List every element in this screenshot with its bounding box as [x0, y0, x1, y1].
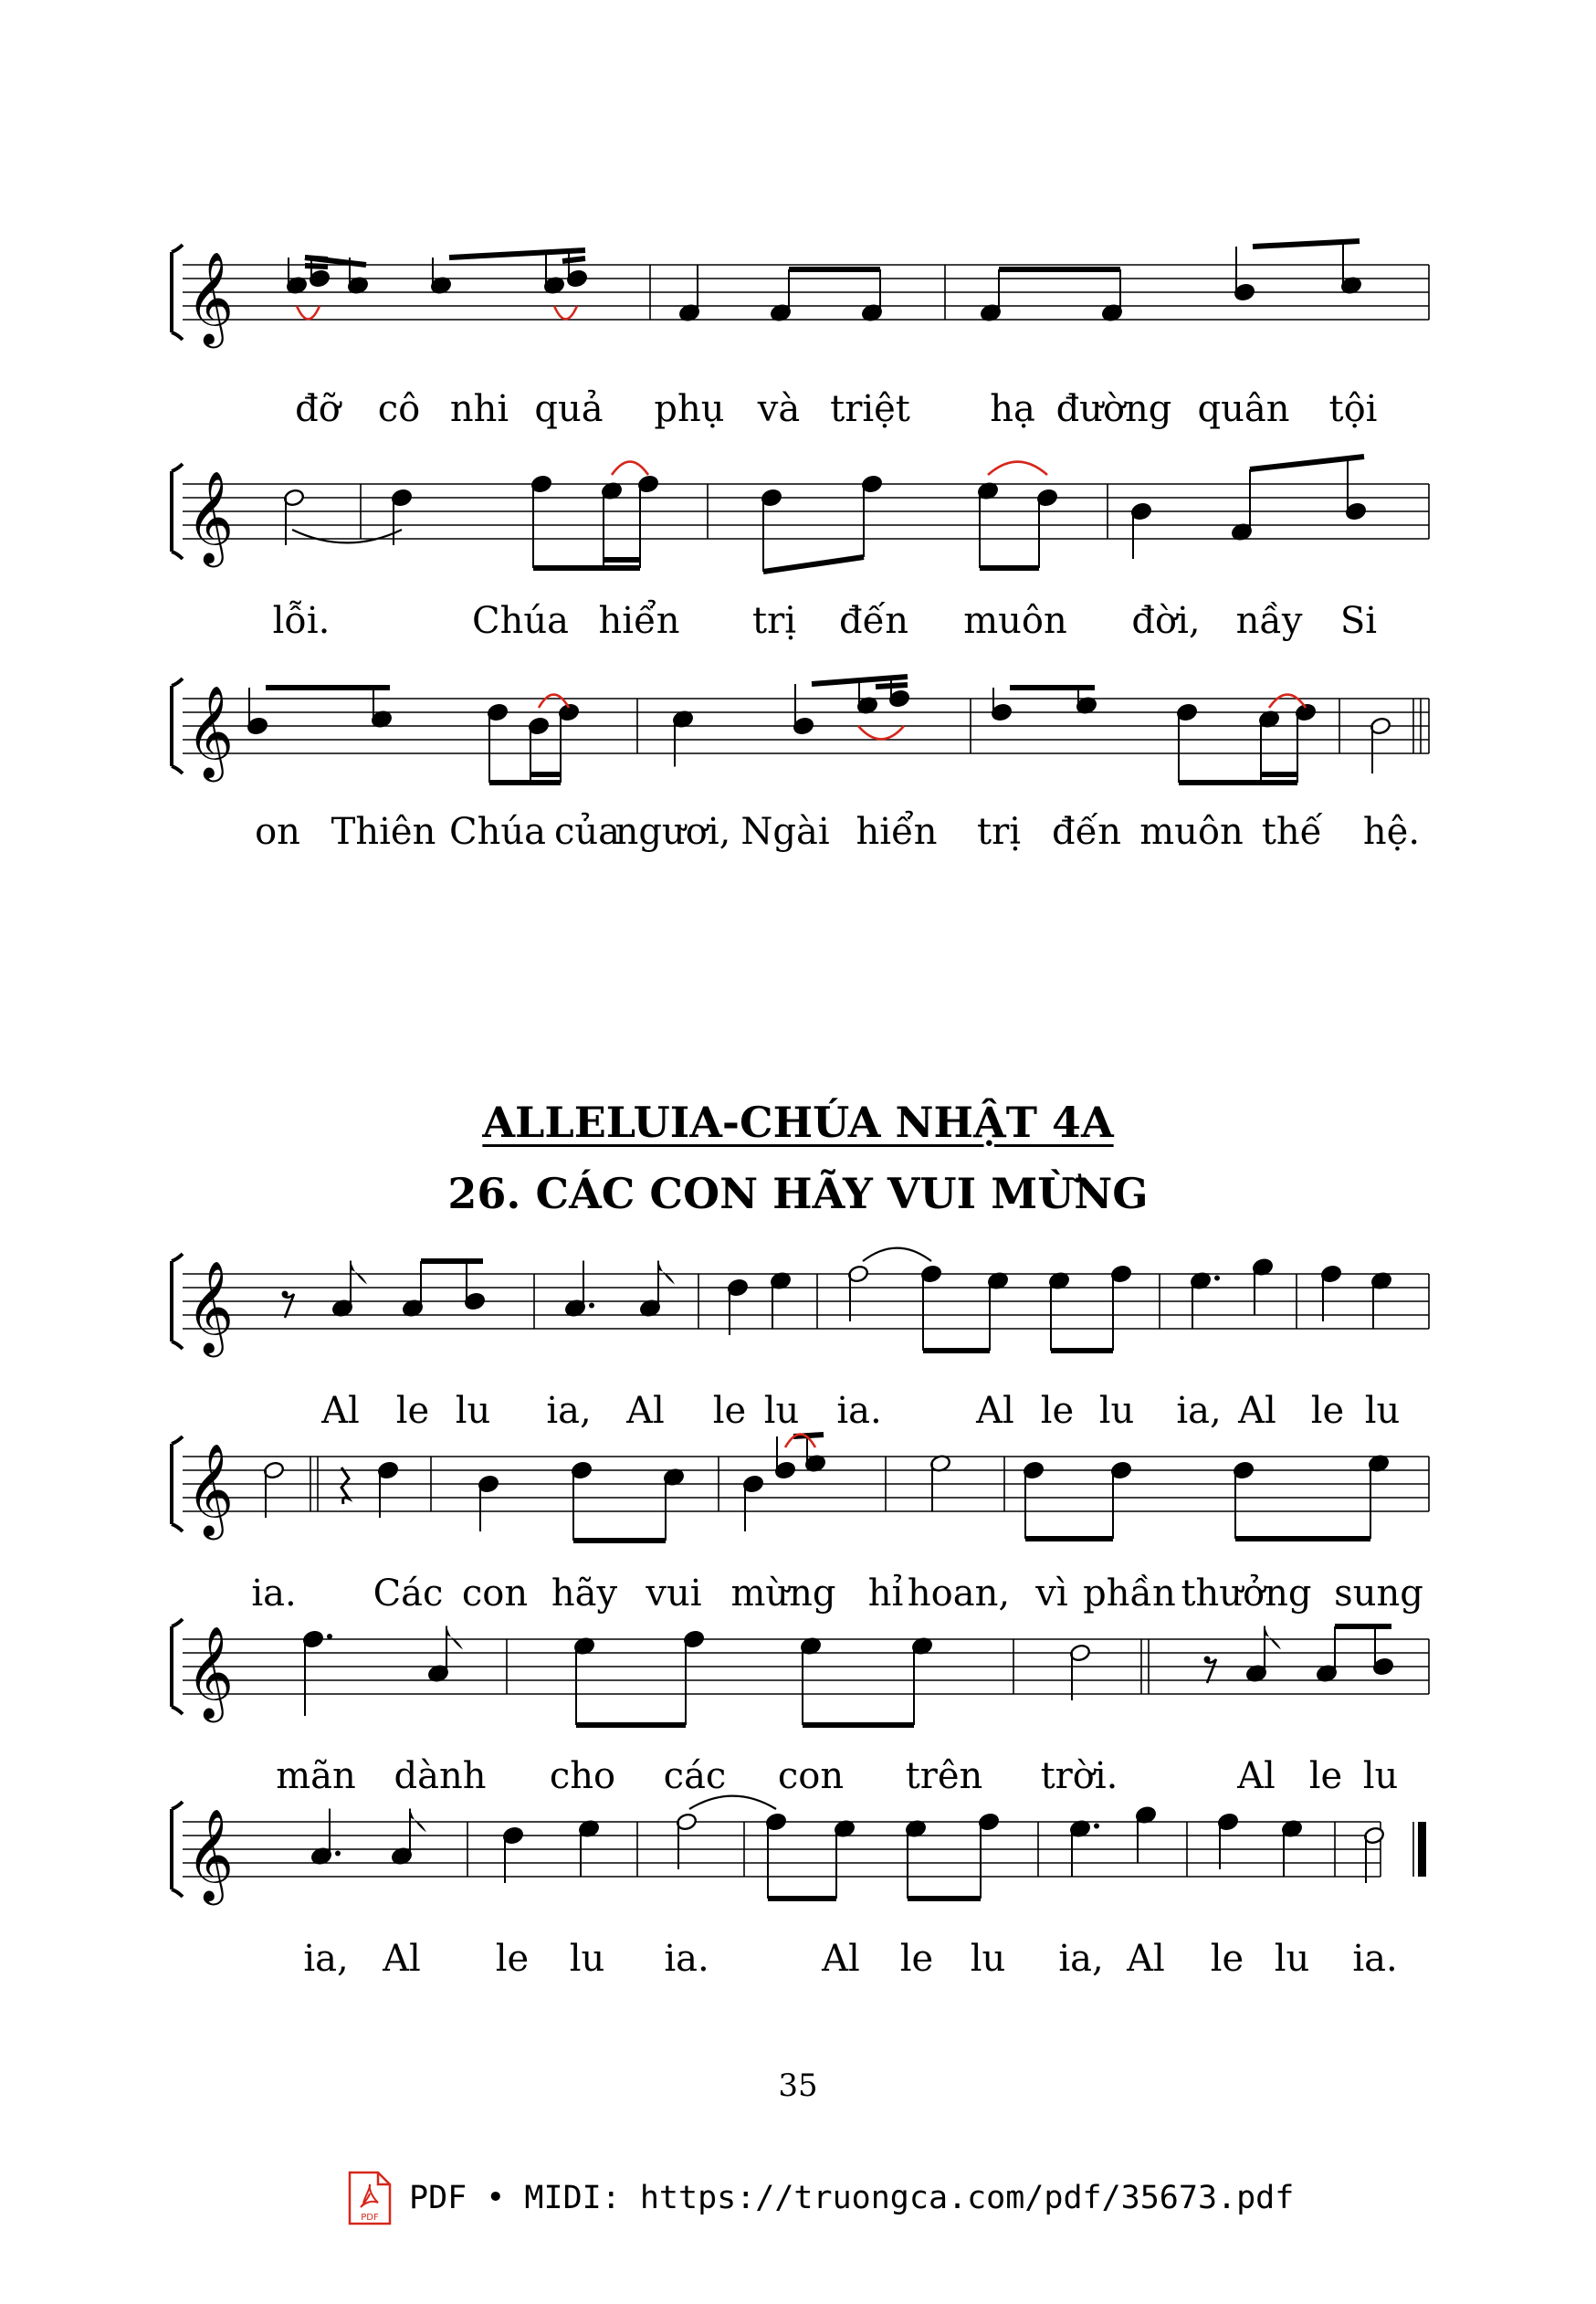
- system-bracket: [172, 245, 183, 340]
- lyric-syllable: quân: [1197, 388, 1290, 430]
- lyric-syllable: cho: [549, 1755, 616, 1797]
- lyric-syllable: lỗi.: [272, 600, 331, 642]
- lyric-syllable: lu: [569, 1938, 605, 1980]
- slur: [612, 462, 648, 475]
- eighth-rest: [1205, 1659, 1216, 1683]
- augmentation-dot: [335, 1851, 341, 1857]
- lyric-syllable: quả: [534, 388, 604, 430]
- lyric-syllable: lu: [763, 1390, 800, 1432]
- lyric-syllable: đời,: [1131, 600, 1201, 642]
- lyric-syllable: Chúa: [449, 811, 546, 853]
- note-flag: [446, 1626, 463, 1650]
- note-beam: [876, 685, 908, 687]
- slur: [292, 530, 402, 542]
- system-bracket: [172, 1802, 183, 1897]
- lyric-syllable: vì: [1035, 1573, 1068, 1615]
- lyric-syllable: Các: [373, 1573, 444, 1615]
- lyric-syllable: muôn: [1139, 811, 1244, 853]
- note-flag: [351, 1261, 367, 1285]
- lyrics-line-3: [0, 811, 1596, 866]
- lyric-syllable: hệ.: [1362, 811, 1421, 853]
- lyric-syllable: Al: [321, 1390, 360, 1432]
- system-bracket: [172, 1619, 183, 1714]
- lyric-syllable: hiển: [598, 600, 680, 642]
- song-heading-line2: 26. CÁC CON HÃY VUI MỪNG: [447, 1169, 1149, 1218]
- lyric-syllable: ia,: [546, 1390, 592, 1432]
- lyric-syllable: Ngài: [740, 811, 830, 853]
- lyric-syllable: trời.: [1040, 1755, 1118, 1797]
- lyrics-line-2: [0, 600, 1596, 655]
- lyric-syllable: lu: [1274, 1938, 1310, 1980]
- lyric-syllable: cô: [377, 388, 421, 430]
- page-number: 35: [778, 2067, 818, 2104]
- treble-clef-icon: 𝄞: [186, 1259, 235, 1353]
- lyric-syllable: nhi: [449, 388, 509, 430]
- augmentation-dot: [327, 1634, 332, 1639]
- treble-clef-icon: 𝄞: [186, 1442, 235, 1536]
- lyric-syllable: nầy: [1235, 600, 1303, 642]
- lyric-syllable: le: [495, 1938, 530, 1980]
- lyric-syllable: Al: [1237, 1755, 1276, 1797]
- staff-6: [0, 1603, 1596, 1767]
- lyric-syllable: ia.: [1352, 1938, 1398, 1980]
- final-barline: [1418, 1822, 1426, 1877]
- lyric-syllable: lu: [970, 1938, 1006, 1980]
- lyric-syllable: trị: [977, 811, 1021, 853]
- lyric-syllable: tội: [1328, 388, 1378, 430]
- lyric-syllable: muôn: [963, 600, 1067, 642]
- lyric-syllable: le: [712, 1390, 747, 1432]
- lyric-syllable: vui: [646, 1573, 702, 1615]
- lyric-syllable: Al: [976, 1390, 1014, 1432]
- lyric-syllable: Al: [383, 1938, 421, 1980]
- lyric-syllable: le: [1210, 1938, 1244, 1980]
- system-bracket: [172, 679, 183, 773]
- lyric-syllable: le: [395, 1390, 430, 1432]
- note-beam: [812, 677, 908, 684]
- note-beam: [562, 258, 585, 261]
- note-flag: [1265, 1626, 1281, 1650]
- note-beam: [305, 266, 328, 267]
- lyric-syllable: Al: [1127, 1938, 1165, 1980]
- note-beam: [449, 250, 585, 258]
- slur: [554, 306, 577, 319]
- slur: [988, 462, 1047, 475]
- eighth-rest: [1204, 1657, 1211, 1663]
- system-bracket: [172, 1436, 183, 1531]
- quarter-rest: [341, 1468, 349, 1504]
- system-bracket: [172, 464, 183, 559]
- lyric-syllable: đỡ: [295, 388, 341, 430]
- lyric-syllable: thưởng: [1181, 1573, 1312, 1615]
- lyric-syllable: và: [757, 388, 801, 430]
- lyric-syllable: phần: [1083, 1573, 1176, 1615]
- lyric-syllable: ia,: [1058, 1938, 1104, 1980]
- slur: [297, 306, 320, 319]
- lyric-syllable: lu: [1362, 1755, 1399, 1797]
- lyric-syllable: con: [461, 1573, 529, 1615]
- lyric-syllable: Al: [822, 1938, 860, 1980]
- slur: [689, 1796, 776, 1809]
- music-system-6: [0, 1603, 1596, 1797]
- augmentation-dot: [589, 1303, 594, 1309]
- lyric-syllable: của: [553, 811, 621, 853]
- lyric-syllable: le: [1040, 1390, 1075, 1432]
- lyric-syllable: hạ: [990, 388, 1035, 430]
- lyric-syllable: le: [1310, 1390, 1345, 1432]
- lyric-syllable: con: [777, 1755, 845, 1797]
- lyric-syllable: Al: [1238, 1390, 1276, 1432]
- lyric-syllable: hoan,: [907, 1573, 1011, 1615]
- lyric-syllable: triệt: [830, 388, 910, 430]
- music-system-1: [0, 228, 1596, 430]
- lyric-syllable: Si: [1339, 600, 1378, 642]
- slur: [858, 726, 904, 739]
- lyric-syllable: Thiên: [331, 811, 436, 853]
- slur: [1269, 695, 1306, 708]
- lyric-syllable: sung: [1334, 1573, 1423, 1615]
- treble-clef-icon: 𝄞: [186, 469, 235, 563]
- lyric-syllable: các: [663, 1755, 727, 1797]
- lyric-syllable: thế: [1261, 811, 1323, 853]
- note-beam: [305, 258, 328, 259]
- lyric-syllable: le: [1308, 1755, 1343, 1797]
- lyrics-line-1: [0, 388, 1596, 443]
- staff-1: [0, 228, 1596, 411]
- slur: [863, 1248, 931, 1261]
- treble-clef-icon: 𝄞: [186, 1625, 235, 1719]
- staff-5: [0, 1420, 1596, 1584]
- lyric-syllable: phụ: [654, 388, 725, 430]
- lyric-syllable: dành: [394, 1755, 487, 1797]
- lyric-syllable: Chúa: [472, 600, 569, 642]
- lyric-syllable: lu: [455, 1390, 491, 1432]
- lyric-syllable: mãn: [276, 1755, 356, 1797]
- treble-clef-icon: 𝄞: [186, 684, 235, 778]
- lyric-syllable: lu: [1098, 1390, 1135, 1432]
- augmentation-dot: [1214, 1276, 1220, 1281]
- music-system-5: [0, 1420, 1596, 1615]
- lyric-syllable: ia,: [1176, 1390, 1222, 1432]
- system-bracket: [172, 1254, 183, 1349]
- lyrics-line-7: [0, 1938, 1596, 1993]
- lyric-syllable: ia,: [303, 1938, 349, 1980]
- lyric-syllable: hỉ: [867, 1573, 904, 1615]
- lyric-syllable: ia.: [251, 1573, 297, 1615]
- eighth-rest: [283, 1294, 294, 1318]
- augmentation-dot: [1094, 1824, 1099, 1829]
- music-system-3: [0, 662, 1596, 853]
- pdf-file-icon: [347, 2170, 393, 2226]
- lyric-syllable: ngươi,: [614, 811, 731, 853]
- lyric-syllable: Al: [626, 1390, 665, 1432]
- lyric-syllable: mừng: [730, 1573, 836, 1615]
- lyric-syllable: ia.: [836, 1390, 882, 1432]
- lyric-syllable: đến: [839, 600, 908, 642]
- svg-text:PDF: PDF: [361, 2213, 379, 2223]
- lyric-syllable: hiển: [856, 811, 938, 853]
- music-system-4: [0, 1237, 1596, 1432]
- eighth-rest: [282, 1291, 289, 1298]
- lyric-syllable: hãy: [551, 1573, 618, 1615]
- lyric-syllable: đường: [1055, 388, 1172, 430]
- lyric-syllable: le: [899, 1938, 934, 1980]
- music-system-7: [0, 1785, 1596, 1980]
- music-system-2: [0, 447, 1596, 642]
- note-flag: [658, 1261, 675, 1285]
- lyric-syllable: on: [255, 811, 300, 853]
- lyric-syllable: trên: [905, 1755, 983, 1797]
- lyric-syllable: đến: [1052, 811, 1121, 853]
- note-beam: [763, 557, 864, 572]
- note-flag: [410, 1809, 426, 1833]
- staff-7: [0, 1785, 1596, 1950]
- treble-clef-icon: 𝄞: [186, 1807, 235, 1901]
- song-heading-line1: ALLELUIA-CHÚA NHẬT 4A: [482, 1098, 1114, 1147]
- footer-link[interactable]: [347, 2166, 1294, 2230]
- footer-text[interactable]: PDF • MIDI: https://truongca.com/pdf/35673.pdf: [409, 2180, 1295, 2216]
- lyric-syllable: lu: [1364, 1390, 1401, 1432]
- staff-4: [0, 1237, 1596, 1402]
- lyric-syllable: trị: [752, 600, 796, 642]
- lyric-syllable: ia.: [664, 1938, 709, 1980]
- treble-clef-icon: 𝄞: [186, 250, 235, 344]
